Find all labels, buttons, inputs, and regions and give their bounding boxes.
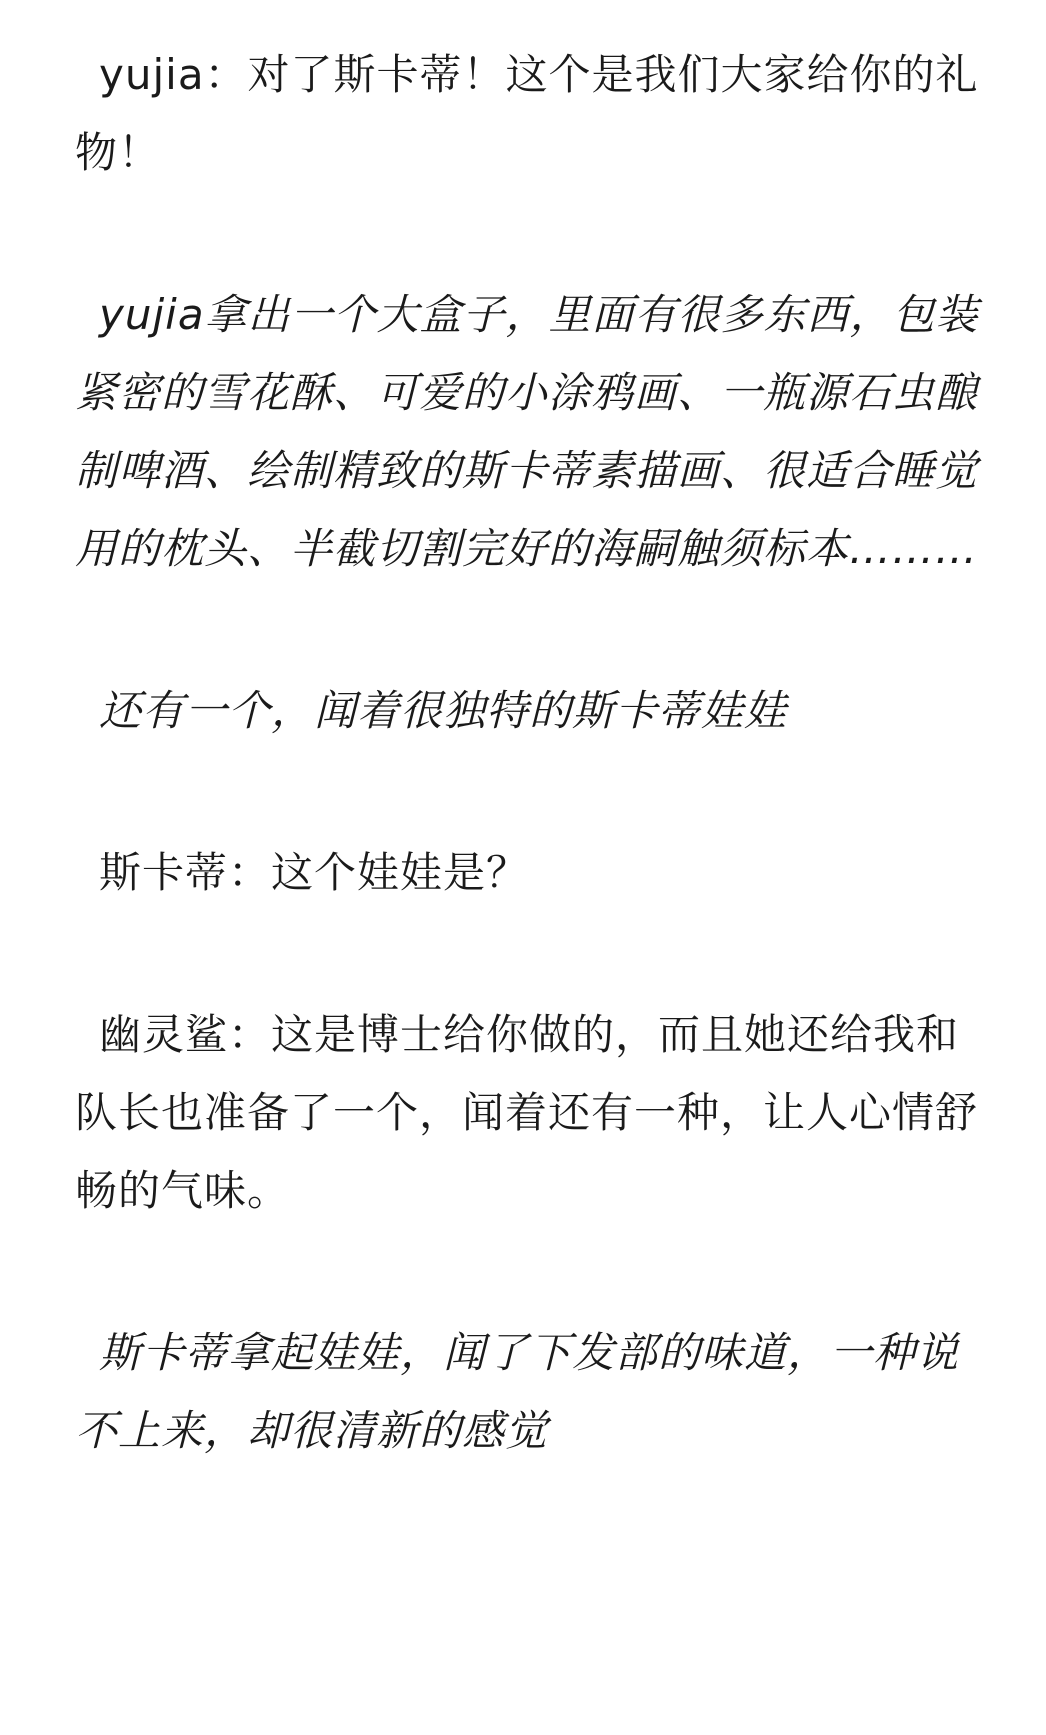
dialogue-paragraph: yujia：对了斯卡蒂！这个是我们大家给你的礼物！ xyxy=(75,50,979,177)
article-body xyxy=(75,36,995,1470)
narration-paragraph: yujia拿出一个大盒子，里面有很多东西，包装紧密的雪花酥、可爱的小涂鸦画、一瓶源石虫酿制啤酒、绘制精致的斯卡蒂素描画、很适合睡觉用的枕头、半截切割完好的海嗣触须标本……… xyxy=(75,290,979,573)
dialogue-paragraph: 斯卡蒂：这个娃娃是？ xyxy=(99,848,530,897)
dialogue-paragraph: 幽灵鲨：这是博士给你做的，而且她还给我和队长也准备了一个，闻着还有一种，让人心情舒畅的气味。 xyxy=(75,1010,979,1215)
narration-paragraph: 还有一个，闻着很独特的斯卡蒂娃娃 xyxy=(99,686,788,735)
narration-paragraph: 斯卡蒂拿起娃娃，闻了下发部的味道，一种说不上来，却很清新的感觉 xyxy=(75,1328,960,1455)
